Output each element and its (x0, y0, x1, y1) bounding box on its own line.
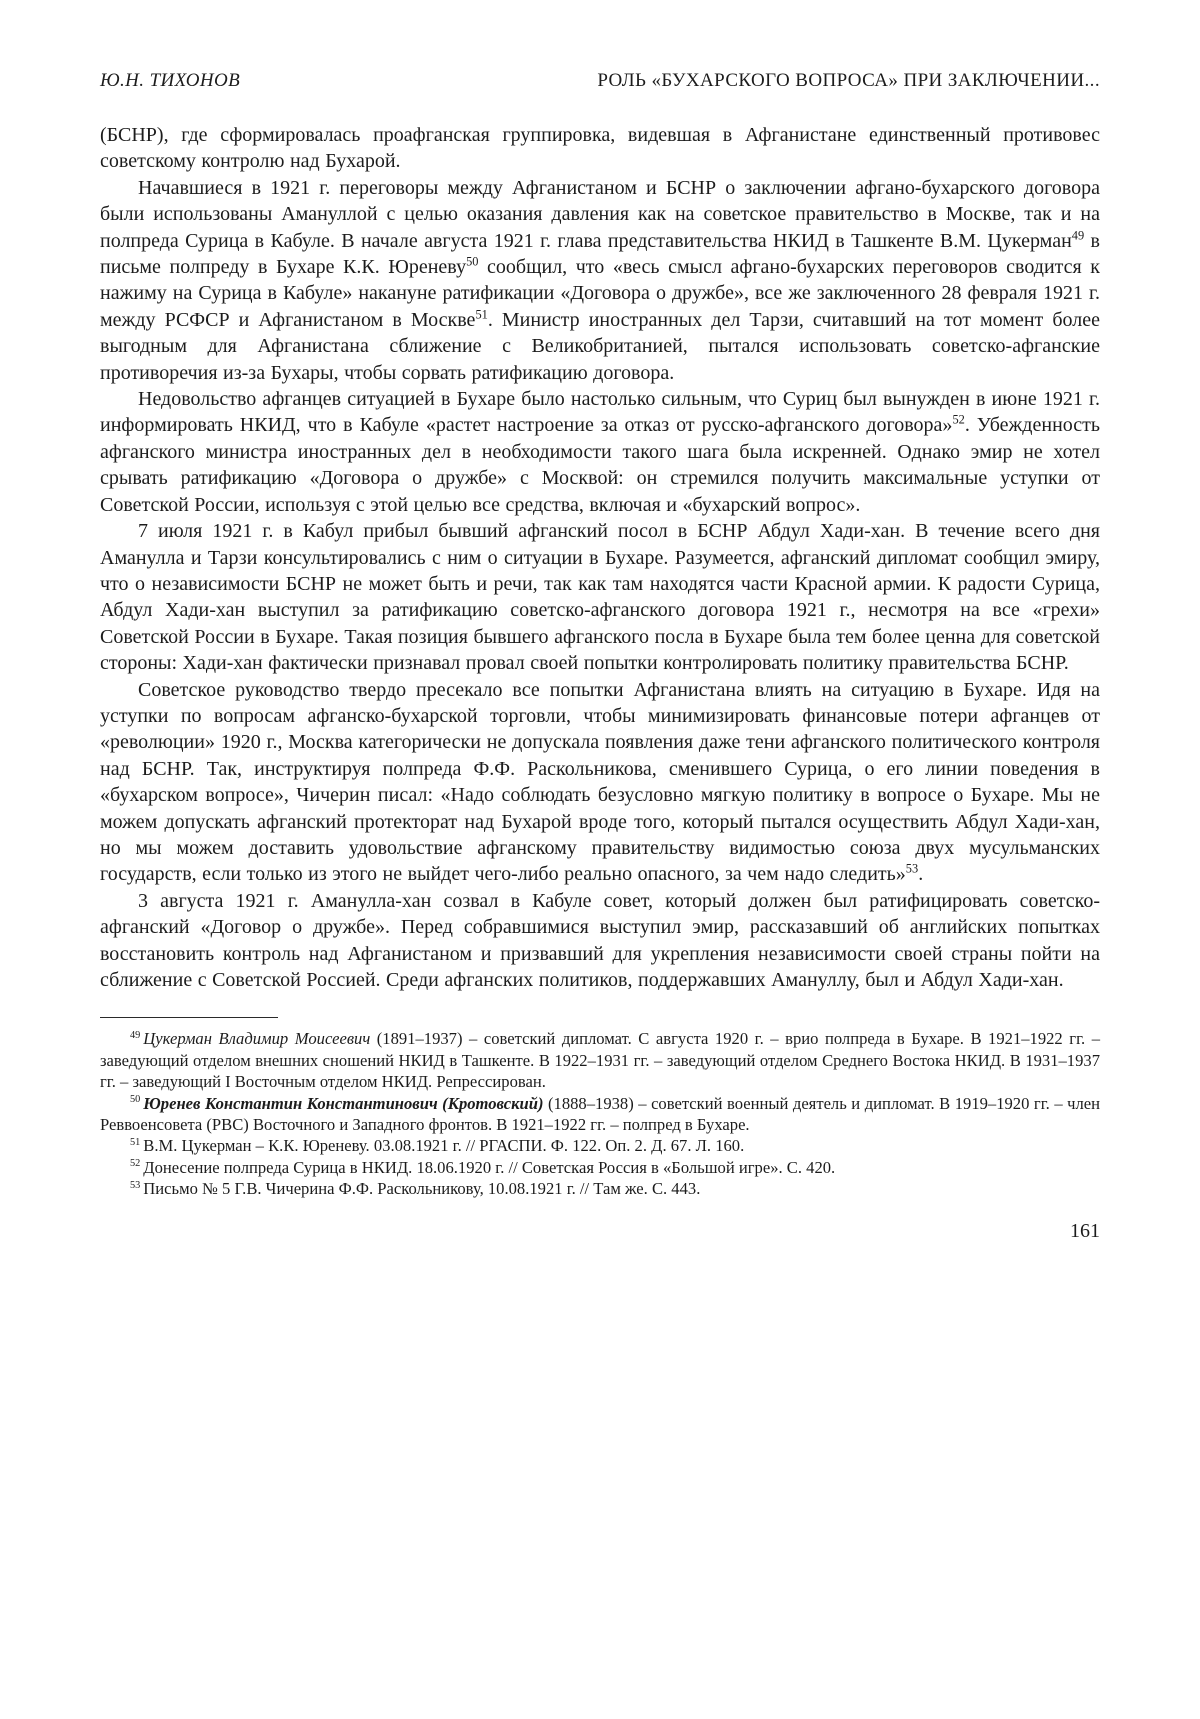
paragraph (100, 122, 1100, 175)
text-run: Недовольство афганцев ситуацией в Бухаре было настолько сильным, что Суриц был вынужден в июне 1921 г. информировать НКИД, что в Кабуле «растет настроение за отказ от русско-афганского договора» (100, 388, 1100, 437)
text-run: Донесение полпреда Сурица в НКИД. 18.06.1920 г. // Советская Россия в «Большой игре». С. 420. (143, 1157, 836, 1177)
text-run: сообщил, что «весь смысл афгано-бухарских переговоров сводится к нажиму на Сурица в Кабуле» накануне ратификации «Договора о дружбе», все же заключенного 28 февраля 1921 г. между РСФСР и Афганистаном в Москве (100, 256, 1100, 331)
paragraph (100, 518, 1100, 676)
text-run: (1891–1937) – советский дипломат. С августа 1920 г. – врио полпреда в Бухаре. В 1921–1922 гг. – заведующий отделом внешних сношений НКИД в Ташкенте. В 1922–1931 гг. – заведующий отделом Среднего Востока НКИД. В 1931–1937 гг. – заведующий I Восточным отделом НКИД. Репрессирован. (100, 1029, 1100, 1092)
text-run: . (918, 863, 924, 886)
text-run: . Убежденность афганского министра иностранных дел в необходимости такого шага была искренней. Однако эмир не хотел срывать ратификацию «Договора о дружбе» с Москвой: он стремился получить максимальные уступки от Советской России, используя с этой целью все средства, включая и «бухарский вопрос». (100, 414, 1101, 516)
text-run: . Министр иностранных дел Тарзи, считавший на тот момент более выгодным для Афганистана сближение с Великобританией, пытался использовать советско-афганские противоречия из-за Бухары, чтобы сорвать ратификацию договора. (100, 308, 1100, 384)
footnote-ref: 49 (1071, 227, 1085, 242)
paragraph (100, 386, 1100, 518)
footnote-marker: 53 (130, 1179, 141, 1191)
text-run: 7 июля 1921 г. в Кабул прибыл бывший афганский посол в БСНР Абдул Хади-хан. В течение всего дня Аманулла и Тарзи консультировались с ним о ситуации в Бухаре. Разумеется, афганский дипломат сообщил эмиру, что о независимости БСНР не может быть и речи, так как там находятся части Красной армии. К радости Сурица, Абдул Хади-хан выступил за ратификацию советско-афганского договора 1921 г., несмотря на все «грехи» Советской России в Бухаре. Такая позиция бывшего афганского посла в Бухаре была тем более ценна для советской стороны: Хади-хан фактически признавал провал своей попытки контролировать политику правительства БСНР. (100, 520, 1100, 675)
footnote (100, 1028, 1100, 1092)
footnotes (100, 1028, 1100, 1199)
text-run: (БСНР), где сформировалась проафганская группировка, видевшая в Афганистане единственный противовес советскому контролю над Бухарой. (100, 124, 1100, 173)
footnote (100, 1157, 1100, 1178)
paragraph (100, 888, 1100, 994)
footnote-marker: 52 (130, 1158, 141, 1170)
footnote-separator (100, 1017, 278, 1018)
footnote-marker: 51 (130, 1136, 141, 1148)
text-run: Письмо № 5 Г.В. Чичерина Ф.Ф. Раскольникову, 10.08.1921 г. // Там же. С. 443. (143, 1179, 701, 1199)
page-header (100, 70, 1100, 92)
text-run: Начавшиеся в 1921 г. переговоры между Афганистаном и БСНР о заключении афгано-бухарского договора были использованы Амануллой с целью оказания давления как на советское правительство в Москве, так и на полпреда Сурица в Кабуле. В начале августа 1921 г. глава представительства НКИД в Ташкенте В.М. Цукерман (100, 176, 1100, 252)
footnote (100, 1093, 1100, 1136)
text-run: Цукерман Владимир Моисеевич (143, 1029, 371, 1049)
footnote-marker: 50 (130, 1094, 141, 1106)
header-running-title: РОЛЬ «БУХАРСКОГО ВОПРОСА» ПРИ ЗАКЛЮЧЕНИИ... (597, 70, 1100, 91)
footnote (100, 1135, 1100, 1156)
body-text (100, 122, 1100, 993)
footnote-ref: 52 (952, 412, 965, 427)
text-run: Советское руководство твердо пресекало все попытки Афганистана влиять на ситуацию в Бухаре. Идя на уступки по вопросам афганско-бухарской торговли, чтобы минимизировать финансовые потери афганцев от «революции» 1920 г., Москва категорически не допускала появления даже тени афганского политического контроля над БСНР. Так, инструктируя полпреда Ф.Ф. Раскольникова, сменившего Сурица, о его линии поведения в «бухарском вопросе», Чичерин писал: «Надо соблюдать безусловно мягкую политику в вопросе о Бухаре. Мы не можем допускать афганский протекторат над Бухарой вроде того, который пытался осуществить Абдул Хади-хан, но мы можем доставить удовольствие афганскому правительству видимостью союза двух мусульманских государств, если только из этого не выйдет чего-либо реально опасного, за чем надо следить» (100, 678, 1100, 886)
footnote-ref: 53 (905, 861, 919, 876)
text-run: В.М. Цукерман – К.К. Юреневу. 03.08.1921 г. // РГАСПИ. Ф. 122. Оп. 2. Д. 67. Л. 160. (143, 1136, 745, 1156)
footnote-ref: 50 (466, 254, 479, 269)
footnote-ref: 51 (475, 307, 488, 322)
text-run: (1888–1938) – советский военный деятель и дипломат. В 1919–1920 гг. – член Реввоенсовета (РВС) Восточного и Западного фронтов. В 1921–1922 гг. – полпред в Бухаре. (100, 1093, 1101, 1135)
paragraph (100, 677, 1100, 888)
page-number: 161 (1070, 1219, 1100, 1242)
text-run: в письме полпреду в Бухаре К.К. Юреневу (100, 229, 1100, 279)
text-run: 3 августа 1921 г. Аманулла-хан созвал в Кабуле совет, который должен был ратифицировать советско-афганский «Договор о дружбе». Перед собравшимися выступил эмир, рассказавший об английских попытках восстановить контроль над Афганистаном и призвавший для укрепления независимости своей страны пойти на сближение с Советской Россией. Среди афганских политиков, поддержавших Амануллу, был и Абдул Хади-хан. (100, 889, 1100, 991)
footnote (100, 1178, 1100, 1199)
header-author: Ю.Н. ТИХОНОВ (100, 70, 241, 91)
footnote-marker: 49 (130, 1029, 141, 1041)
text-run: Юренев Константин Константинович (Кротовский) (143, 1093, 544, 1113)
paragraph (100, 175, 1100, 386)
